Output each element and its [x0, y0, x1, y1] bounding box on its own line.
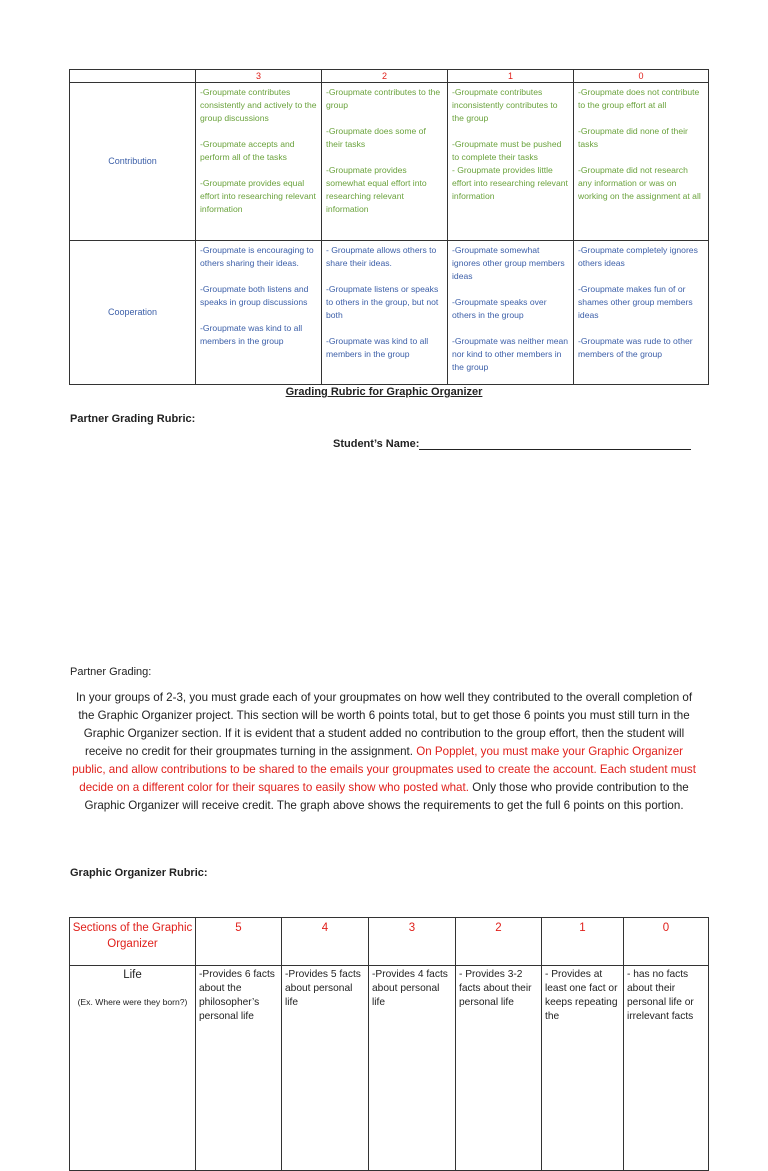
go-header-score-2: 2 [456, 918, 542, 966]
go-header-sections: Sections of the Graphic Organizer [70, 918, 196, 966]
partner-rubric-title: Partner Grading Rubric: [70, 413, 196, 425]
instructions-popplet-text: On Popplet, you must make your Graphic Organizer public, and allow contributions to be shared to the emails your groupmates used to create the account. Each student must decide on a different color for their squares to easily show who posted what. [72, 745, 696, 794]
rubric-header-score-1: 1 [448, 70, 574, 83]
cooperation-score-2-cell [322, 241, 448, 385]
life-score-5-cell: -Provides 6 facts about the philosopher’s personal life [196, 966, 282, 1171]
criterion-text: -Groupmate completely ignores others ideas [578, 245, 698, 268]
criterion-text: -Groupmate must be pushed to complete their tasks [452, 139, 562, 162]
go-header-score-1: 1 [542, 918, 624, 966]
partner-grading-instructions [70, 689, 698, 815]
criterion-text: -Groupmate accepts and perform all of the tasks [200, 139, 295, 162]
criterion-text: -Groupmate does not contribute to the group effort at all [578, 87, 700, 110]
rubric-header-score-2: 2 [322, 70, 448, 83]
criterion-text: - Groupmate allows others to share their ideas. [326, 245, 437, 268]
contribution-score-0-cell [574, 83, 709, 241]
criterion-text: -Groupmate both listens and speaks in group discussions [200, 284, 309, 307]
criterion-text: -Groupmate contributes inconsistently contributes to the group [452, 87, 558, 123]
life-score-3-cell: -Provides 4 facts about personal life [369, 966, 456, 1171]
go-header-score-4: 4 [282, 918, 369, 966]
partner-grading-label: Partner Grading: [70, 666, 152, 678]
cooperation-score-3-cell [196, 241, 322, 385]
criterion-text: -Groupmate is encouraging to others sharing their ideas. [200, 245, 314, 268]
contribution-score-2-cell [322, 83, 448, 241]
criterion-text: -Groupmate was kind to all members in the group [326, 336, 429, 359]
criterion-text: -Groupmate makes fun of or shames other group members ideas [578, 284, 693, 320]
cooperation-score-1-cell [448, 241, 574, 385]
criterion-text: -Groupmate did not research any information or was on working on the assignment at all [578, 165, 701, 201]
go-header-score-0: 0 [624, 918, 709, 966]
contribution-score-3-cell [196, 83, 322, 241]
criterion-text: -Groupmate contributes to the group [326, 87, 441, 110]
rubric-header-score-0: 0 [574, 70, 709, 83]
contribution-score-1-cell [448, 83, 574, 241]
rubric-header-row [70, 70, 709, 83]
criterion-text: -Groupmate was rude to other members of the group [578, 336, 693, 359]
student-name-field [333, 437, 691, 450]
go-header-score-3: 3 [369, 918, 456, 966]
go-header-row [70, 918, 709, 966]
instructions-text-end: Only those who provide contribution to the Graphic Organizer will receive credit. The graph above shows the requirements to get the full 6 points on this portion. [84, 781, 689, 812]
criterion-text: -Groupmate contributes consistently and actively to the group discussions [200, 87, 317, 123]
rubric-caption: Grading Rubric for Graphic Organizer [285, 386, 483, 398]
row-label-life [70, 966, 196, 1171]
criterion-text: -Groupmate somewhat ignores other group members ideas [452, 245, 565, 281]
student-name-blank-line [419, 437, 691, 450]
criterion-text: -Groupmate speaks over others in the group [452, 297, 547, 320]
rubric-header-blank [70, 70, 196, 83]
graphic-organizer-rubric-table [69, 917, 709, 1171]
go-row-life [70, 966, 709, 1171]
graphic-organizer-rubric-title: Graphic Organizer Rubric: [70, 867, 208, 879]
criterion-text: -Groupmate listens or speaks to others in the group, but not both [326, 284, 439, 320]
cooperation-score-0-cell [574, 241, 709, 385]
instructions-text: In your groups of 2-3, you must grade each of your groupmates on how well they contributed to the overall completion of the Graphic Organizer project. This section will be worth 6 points total, but to get those 6 points you must still turn in the Graphic Organizer section. If it is evident that a student added no contribution to the group effort, then the student will receive no credit for their groupmates turning in the assignment. [75, 691, 693, 758]
contribution-cooperation-rubric-table [69, 69, 709, 385]
row-label-contribution: Contribution [70, 83, 196, 241]
go-header-score-5: 5 [196, 918, 282, 966]
student-name-label: Student’s Name: [333, 438, 420, 450]
life-score-4-cell: -Provides 5 facts about personal life [282, 966, 369, 1171]
criterion-text: -Groupmate was kind to all members in the group [200, 323, 303, 346]
criterion-text: -Groupmate did none of their tasks [578, 126, 688, 149]
criterion-text: -Groupmate provides somewhat equal effort into researching relevant information [326, 165, 427, 214]
criterion-text: - Groupmate provides little effort into researching relevant information [452, 165, 568, 201]
life-sublabel: (Ex. Where were they born?) [77, 997, 188, 1007]
row-label-cooperation: Cooperation [70, 241, 196, 385]
criterion-text: -Groupmate provides equal effort into researching relevant information [200, 178, 316, 214]
life-label: Life [123, 969, 142, 981]
rubric-row-cooperation [70, 241, 709, 385]
life-score-2-cell: - Provides 3-2 facts about their personal life [456, 966, 542, 1171]
criterion-text: -Groupmate does some of their tasks [326, 126, 426, 149]
life-score-0-cell: - has no facts about their personal life or irrelevant facts [624, 966, 709, 1171]
criterion-text: -Groupmate was neither mean nor kind to other members in the group [452, 336, 569, 372]
life-score-1-cell: - Provides at least one fact or keeps repeating the [542, 966, 624, 1171]
rubric-header-score-3: 3 [196, 70, 322, 83]
rubric-row-contribution [70, 83, 709, 241]
